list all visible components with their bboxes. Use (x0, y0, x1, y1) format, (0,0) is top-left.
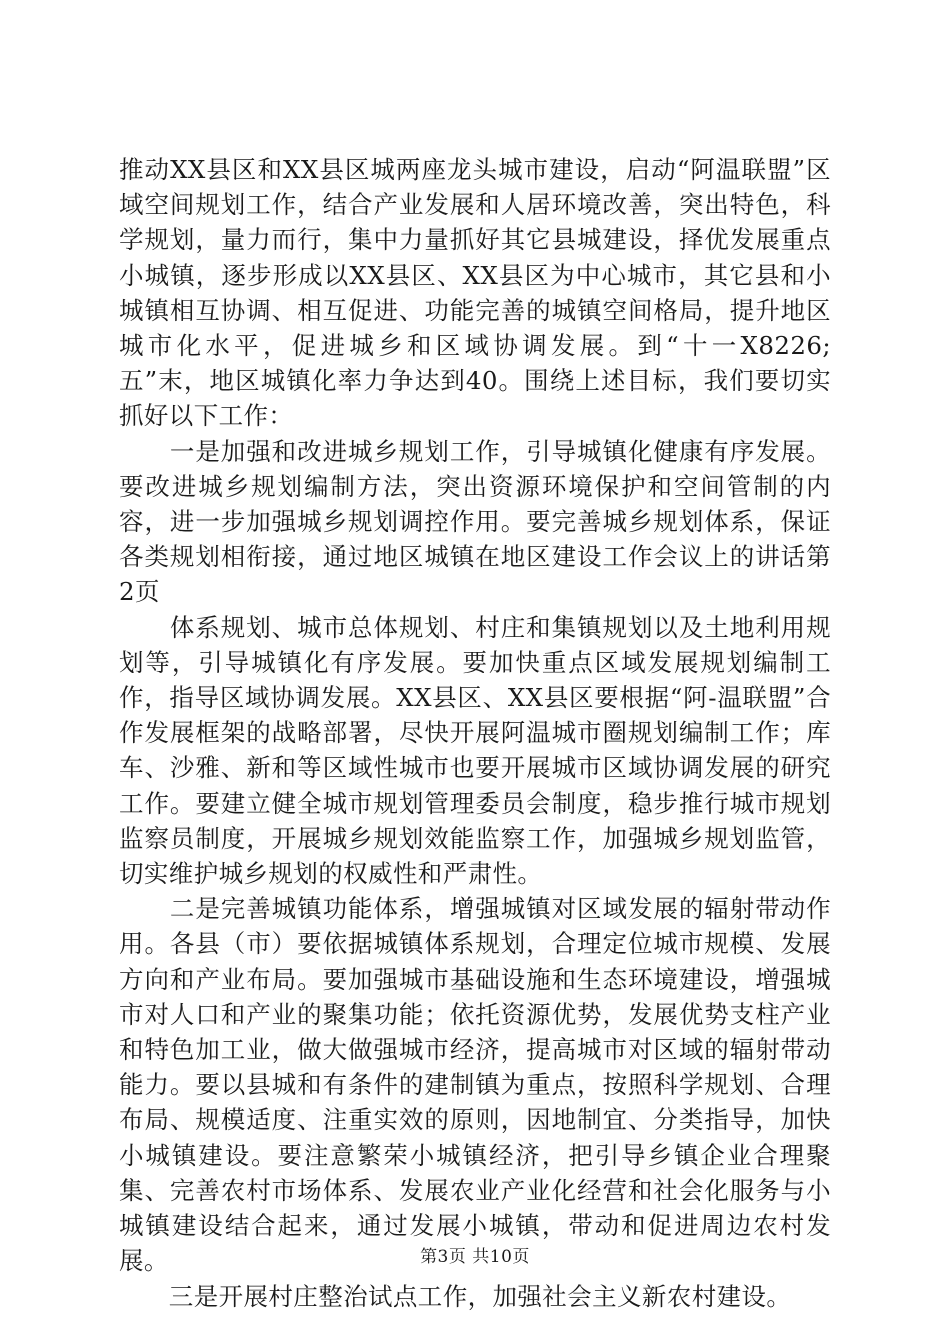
paragraph-point-three: 三是开展村庄整治试点工作，加强社会主义新农村建设。 (119, 1281, 792, 1311)
paragraph-intro: 推动XX县区和XX县区城两座龙头城市建设，启动“阿温联盟”区域空间规划工作，结合产业发展和人居环境改善，突出特色，科学规划，量力而行，集中力量抓好其它县城建设，择优发展重点小城镇，逐步形成以XX县区、XX县区为中心城市，其它县和小城镇相互协调、相互促进、功能完善的城镇空间格局，提升地区城市化水平，促进城乡和区域协调发展。到“十一X8226;五”末，地区城镇化率力争达到40。围绕上述目标，我们要切实抓好以下工作： (119, 155, 831, 431)
paragraph-point-one-continued: 体系规划、城市总体规划、村庄和集镇规划以及土地利用规划等，引导城镇化有序发展。要加快重点区域发展规划编制工作，指导区域协调发展。XX县区、XX县区要根据“阿-温联盟”合作发展框架的战略部署，尽快开展阿温城市圈规划编制工作；库车、沙雅、新和等区域性城市也要开展城市区域协调发展的研究工作。要建立健全城市规划管理委员会制度，稳步推行城市规划监察员制度，开展城乡规划效能监察工作，加强城乡规划监管，切实维护城乡规划的权威性和严肃性。 (119, 612, 831, 889)
document-body (119, 152, 831, 1314)
paragraph-point-two: 二是完善城镇功能体系，增强城镇对区域发展的辐射带动作用。各县（市）要依据城镇体系规划，合理定位城市规模、发展方向和产业布局。要加强城市基础设施和生态环境建设，增强城市对人口和产业的聚集功能；依托资源优势，发展优势支柱产业和特色加工业，做大做强城市经济，提高城市对区域的辐射带动能力。要以县城和有条件的建制镇为重点，按照科学规划、合理布局、规模适度、注重实效的原则，因地制宜、分类指导，加快小城镇建设。要注意繁荣小城镇经济，把引导乡镇企业合理聚集、完善农村市场体系、发展农业产业化经营和社会化服务与小城镇建设结合起来，通过发展小城镇，带动和促进周边农村发展。 (119, 894, 831, 1276)
paragraph-point-one: 一是加强和改进城乡规划工作，引导城镇化健康有序发展。要改进城乡规划编制方法，突出资源环境保护和空间管制的内容，进一步加强城乡规划调控作用。要完善城乡规划体系，保证各类规划相衔接，通过地区城镇在地区建设工作会议上的讲话第2页 (119, 436, 831, 607)
page-footer: 第3页 共10页 (420, 1247, 530, 1267)
